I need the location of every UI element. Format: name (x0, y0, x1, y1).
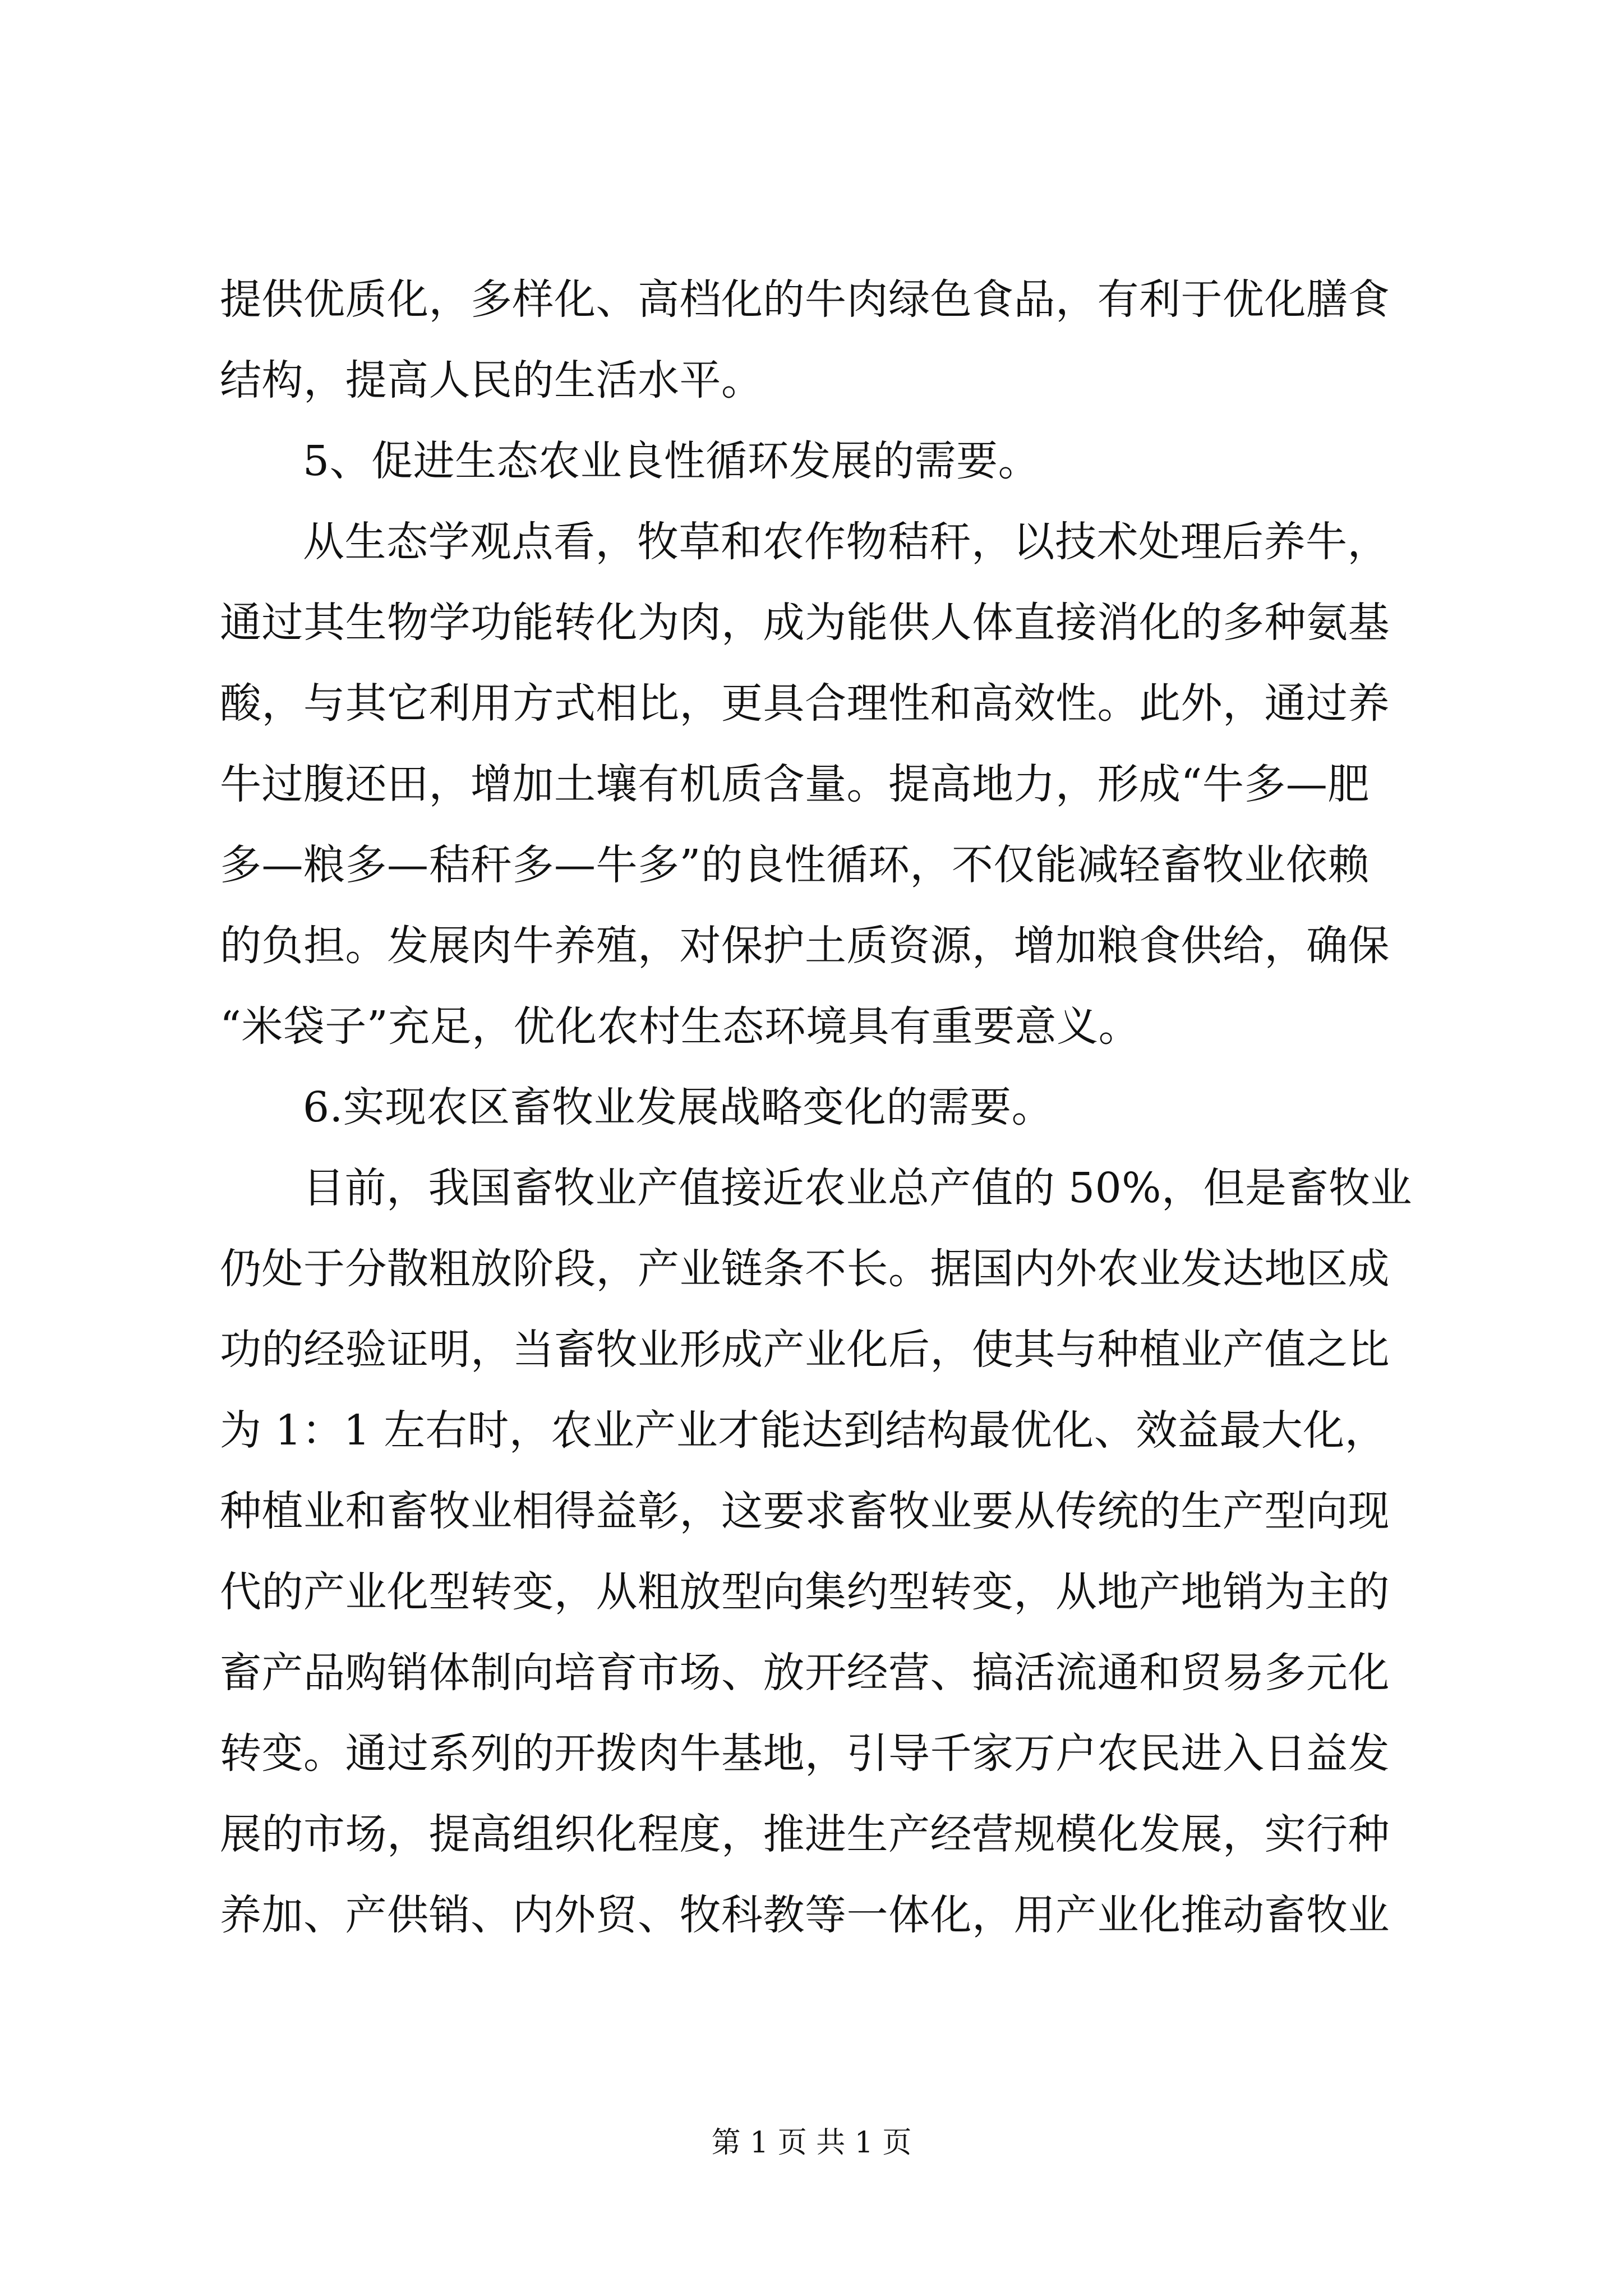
text-line: 转变。通过系列的开拨肉牛基地，引导千家万户农民进入日益发 (220, 1729, 1390, 1778)
text-line: 功的经验证明，当畜牧业形成产业化后，使其与种植业产值之比 (220, 1326, 1390, 1374)
section-heading: 5、促进生态农业良性循环发展的需要。 (303, 437, 1040, 485)
text-line: 的负担。发展肉牛养殖，对保护土质资源，增加粮食供给，确保 (220, 922, 1390, 970)
text-line: 从生态学观点看，牧草和农作物秸秆，以技术处理后养牛， (303, 518, 1389, 566)
text-line: 目前，我国畜牧业产值接近农业总产值的 50%，但是畜牧业 (303, 1164, 1412, 1212)
text-line: 仍处于分散粗放阶段，产业链条不长。据国内外农业发达地区成 (220, 1245, 1390, 1293)
text-line: 展的市场，提高组织化程度，推进生产经营规模化发展，实行种 (220, 1810, 1390, 1858)
text-line: 酸，与其它利用方式相比，更具合理性和高效性。此外，通过养 (220, 679, 1390, 728)
text-line: 提供优质化，多样化、高档化的牛肉绿色食品，有利于优化膳食 (220, 275, 1390, 324)
text-line: 为 1：1 左右时，农业产业才能达到结构最优化、效益最大化， (220, 1406, 1387, 1455)
text-line: 多—粮多—秸秆多—牛多”的良性循环，不仅能减轻畜牧业依赖 (220, 841, 1370, 889)
document-body (220, 259, 1437, 1955)
text-line: 畜产品购销体制向培育市场、放开经营、搞活流通和贸易多元化 (220, 1649, 1390, 1697)
text-line: 结构，提高人民的生活水平。 (220, 356, 763, 404)
text-line: 牛过腹还田，增加土壤有机质含量。提高地力，形成“牛多—肥 (220, 760, 1370, 808)
text-line: 种植业和畜牧业相得益彰，这要求畜牧业要从传统的生产型向现 (220, 1487, 1390, 1535)
text-line: 通过其生物学功能转化为肉，成为能供人体直接消化的多种氨基 (220, 599, 1390, 647)
page-number-footer: 第 1 页 共 1 页 (711, 2126, 912, 2160)
text-line: 养加、产供销、内外贸、牧科教等一体化，用产业化推动畜牧业 (220, 1891, 1390, 1939)
text-line: 代的产业化型转变，从粗放型向集约型转变，从地产地销为主的 (220, 1568, 1390, 1616)
section-heading: 6.实现农区畜牧业发展战略变化的需要。 (303, 1083, 1054, 1131)
text-line: “米袋子”充足，优化农村生态环境具有重要意义。 (220, 1002, 1141, 1051)
